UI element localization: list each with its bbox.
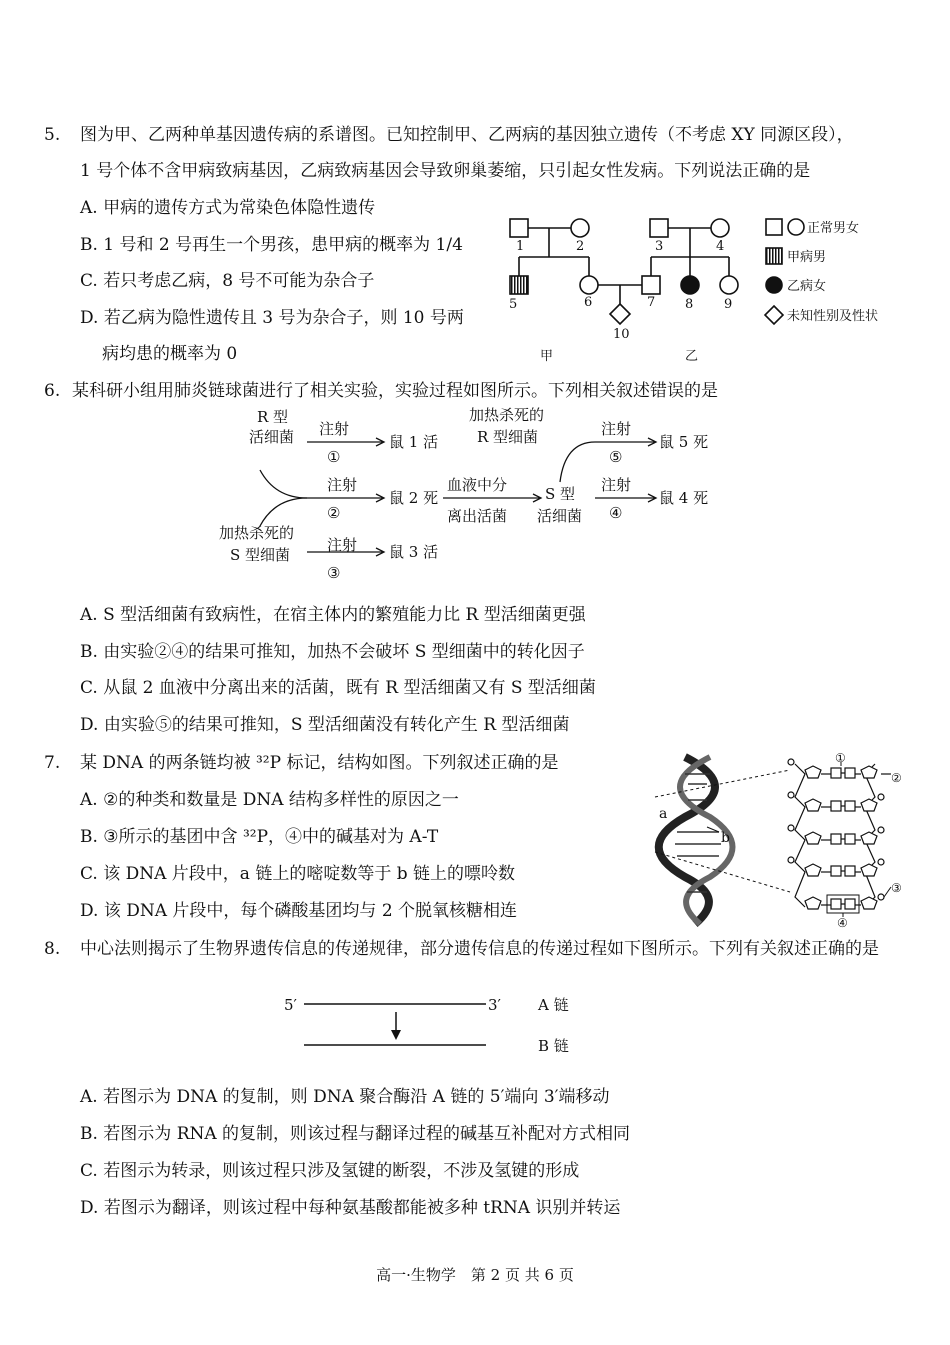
strand-diagram [280,990,590,1060]
chain-a-label: A 链 [538,996,569,1014]
label-jia: 甲 [540,349,554,364]
individual-1 [510,219,528,237]
individual-3 [650,219,668,237]
blood-1: 血液中分 [447,476,508,494]
label-10: 10 [613,327,630,342]
individual-10 [610,304,630,324]
q7-number: 7. [44,753,61,773]
individual-2 [571,219,589,237]
s-live-1: S 型 [545,485,576,503]
individual-8 [681,276,699,294]
q6-option-b: B. 由实验②④的结果可推知，加热不会破坏 S 型细菌中的转化因子 [80,642,585,662]
q6-option-c: C. 从鼠 2 血液中分离出来的活菌，既有 R 型活细菌又有 S 型活细菌 [80,678,596,698]
q6-option-a: A. S 型活细菌有致病性，在宿主体内的繁殖能力比 R 型活细菌更强 [80,605,586,625]
q8-option-a: A. 若图示为 DNA 的复制，则 DNA 聚合酶沿 A 链的 5′端向 3′端移动 [80,1087,610,1107]
label-4: 4 [716,239,725,254]
legend-normal: 正常男女 [807,221,860,236]
q8-option-c: C. 若图示为转录，则该过程只涉及氢键的断裂，不涉及氢键的形成 [80,1161,580,1181]
q5-option-a: A. 甲病的遗传方式为常染色体隐性遗传 [80,198,376,218]
q5-stem-line1: 图为甲、乙两种单基因遗传病的系谱图。已知控制甲、乙两病的基因独立遗传（不考虑 XY 同源区段）， [80,125,854,145]
q7-option-a: A. ②的种类和数量是 DNA 结构多样性的原因之一 [80,790,459,810]
circle-1: ① [327,448,341,466]
inject-4: 注射 [601,476,632,494]
q5-number: 5. [44,125,61,145]
legend-jia: 甲病男 [787,250,827,265]
pedigree-figure [490,205,910,370]
label-yi: 乙 [685,349,699,364]
q6-number: 6. [44,381,61,401]
label-2: 2 [576,239,585,254]
q8-option-d: D. 若图示为翻译，则该过程中每种氨基酸都能被多种 tRNA 识别并转运 [80,1198,621,1218]
label-7: 7 [647,295,656,310]
label-9: 9 [724,297,733,312]
label-4: ④ [837,916,848,930]
q5-option-b: B. 1 号和 2 号再生一个男孩，患甲病的概率为 1/4 [80,235,463,255]
circle-3: ③ [327,564,341,582]
experiment-flow-diagram [215,402,735,588]
circle-2: ② [327,504,341,522]
mouse-3: 鼠 3 活 [389,543,439,561]
dna-structure-figure [655,751,905,930]
inject-5: 注射 [601,420,632,438]
q5-option-c: C. 若只考虑乙病，8 号不可能为杂合子 [80,271,375,291]
q5-option-d-cont: 病均患的概率为 0 [102,344,238,364]
label-6: 6 [584,295,593,310]
label-3: ③ [891,881,902,895]
inject-1: 注射 [319,420,350,438]
q7-option-d: D. 该 DNA 片段中，每个磷酸基团均与 2 个脱氧核糖相连 [80,901,518,921]
heat-s-2: S 型细菌 [230,546,291,564]
circle-5: ⑤ [609,448,623,466]
label-2: ② [891,771,902,785]
q6-option-d: D. 由实验⑤的结果可推知，S 型活细菌没有转化产生 R 型活细菌 [80,715,570,735]
q8-number: 8. [44,939,61,959]
inject-3: 注射 [327,536,358,554]
strand-b-label: b [721,830,730,846]
heat-r-1: 加热杀死的 [469,406,545,424]
mouse-1: 鼠 1 活 [389,433,439,451]
q5-option-d: D. 若乙病为隐性遗传且 3 号为杂合子，则 10 号两 [80,308,464,328]
page-footer: 高一·生物学 第 2 页 共 6 页 [376,1266,574,1284]
label-1: ① [835,751,846,765]
strand-a-label: a [659,806,668,822]
r-live-1: R 型 [257,408,289,426]
r-live-2: 活细菌 [249,428,295,446]
inject-2: 注射 [327,476,358,494]
legend-unknown: 未知性别及性状 [787,309,879,324]
individual-9 [720,276,738,294]
label-1: 1 [516,239,525,254]
individual-5 [510,276,528,294]
three-prime-label: 3′ [488,996,501,1014]
s-live-2: 活细菌 [537,507,583,525]
label-5: 5 [509,297,518,312]
q8-option-b: B. 若图示为 RNA 的复制，则该过程与翻译过程的碱基互补配对方式相同 [80,1124,631,1144]
label-3: 3 [655,239,664,254]
chain-b-label: B 链 [538,1037,569,1055]
heat-s-1: 加热杀死的 [219,524,295,542]
q5-stem-line2: 1 号个体不含甲病致病基因，乙病致病基因会导致卵巢萎缩，只引起女性发病。下列说法正确的是 [80,161,811,181]
q8-stem: 中心法则揭示了生物界遗传信息的传递规律，部分遗传信息的传递过程如下图所示。下列有关叙述正确的是 [80,939,879,959]
blood-2: 离出活菌 [447,507,508,525]
q7-option-c: C. 该 DNA 片段中，a 链上的嘧啶数等于 b 链上的嘌呤数 [80,864,516,884]
heat-r-2: R 型细菌 [477,428,539,446]
mouse-5: 鼠 5 死 [659,433,709,451]
individual-7 [642,276,660,294]
label-8: 8 [685,297,694,312]
mouse-4: 鼠 4 死 [659,489,709,507]
q6-stem: 某科研小组用肺炎链球菌进行了相关实验，实验过程如图所示。下列相关叙述错误的是 [72,381,718,401]
q7-option-b: B. ③所示的基团中含 ³²P，④中的碱基对为 A-T [80,827,439,847]
individual-6 [580,276,598,294]
legend-yi: 乙病女 [787,279,827,294]
q7-stem: 某 DNA 的两条链均被 ³²P 标记，结构如图。下列叙述正确的是 [80,753,559,773]
individual-4 [711,219,729,237]
mouse-2: 鼠 2 死 [389,489,439,507]
circle-4: ④ [609,504,623,522]
five-prime-label: 5′ [284,996,297,1014]
